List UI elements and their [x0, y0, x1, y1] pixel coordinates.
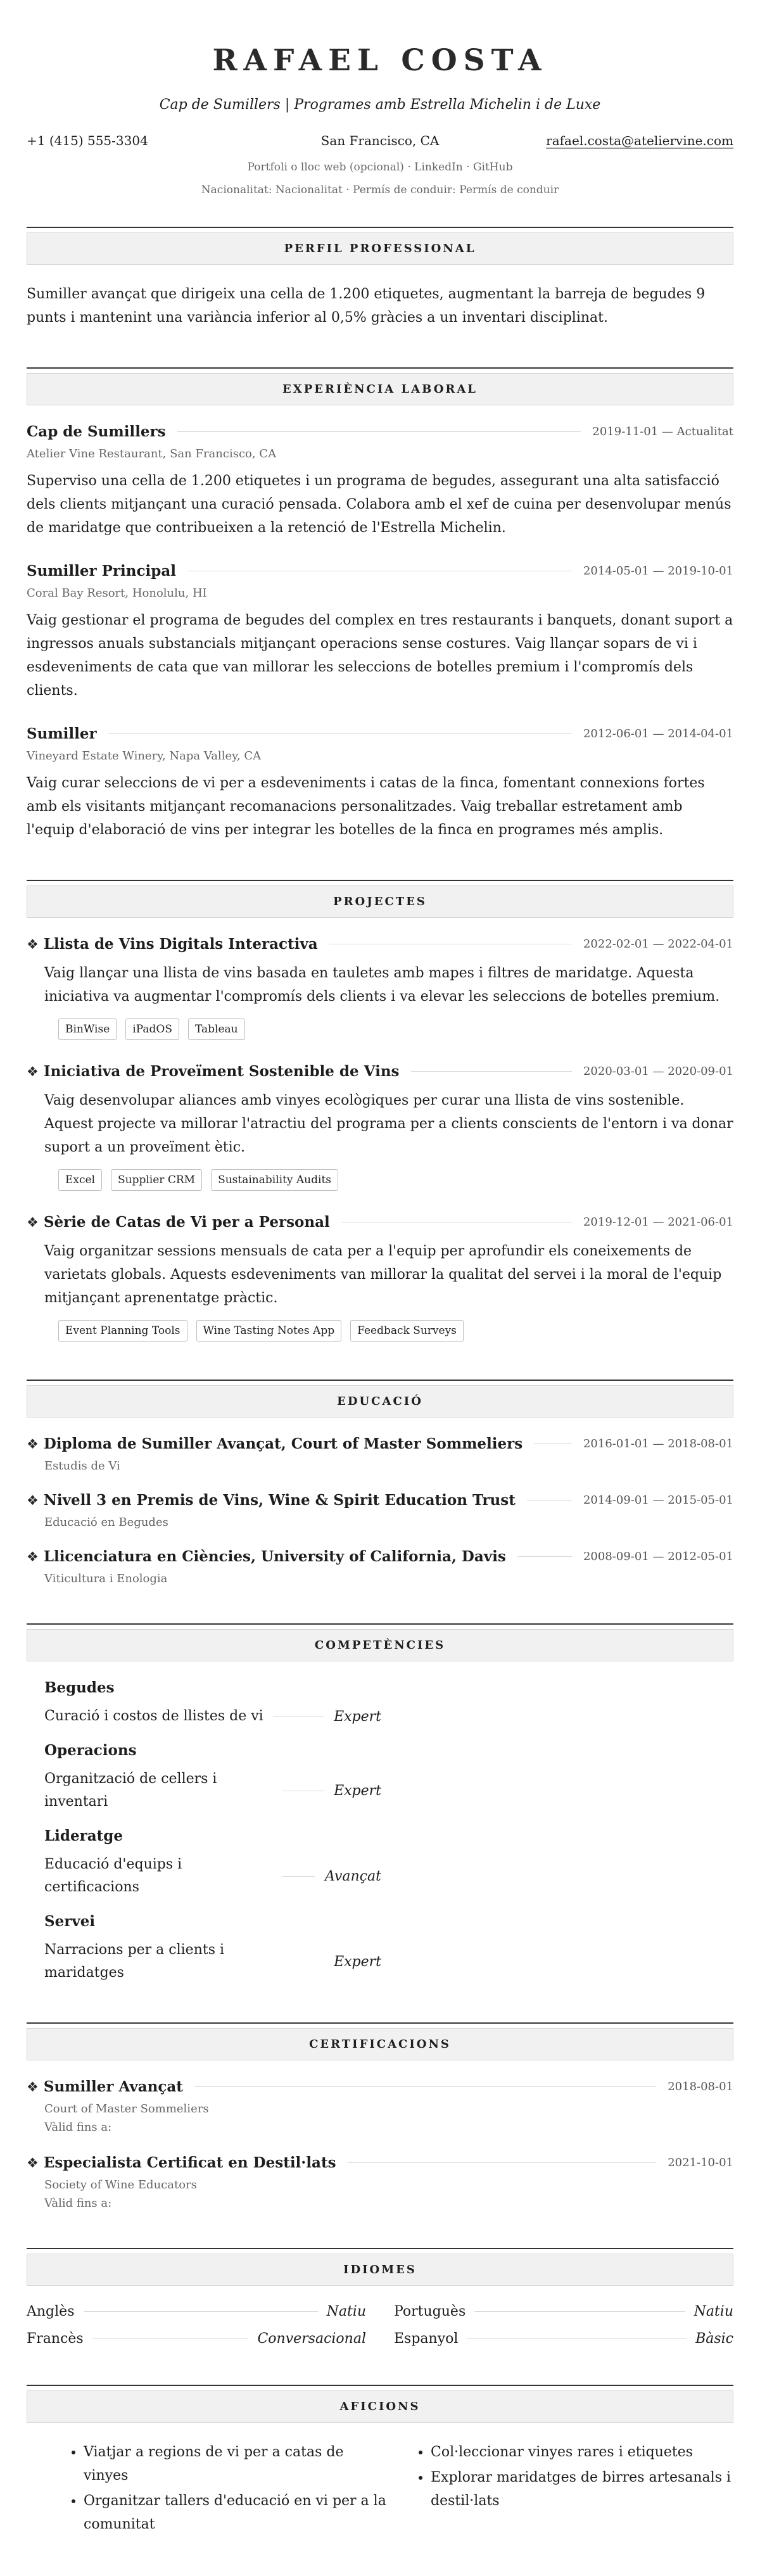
diamond-bullet-icon: ❖: [27, 1214, 39, 1230]
skill-group: [44, 1679, 381, 1728]
leader-line: [467, 2338, 687, 2339]
phone-number: +1 (415) 555-3304: [27, 133, 148, 148]
certification-entry: [27, 2154, 733, 2210]
section-heading: CERTIFICACIONS: [27, 2028, 733, 2060]
leader-line: [177, 431, 581, 432]
field-of-study: Viticultura i Enologia: [44, 1572, 168, 1585]
leader-line: [534, 1443, 572, 1444]
diamond-bullet-icon: ❖: [27, 2155, 39, 2171]
diamond-bullet-icon: ❖: [27, 936, 39, 952]
education-dates: 2014-09-01 — 2015-05-01: [583, 1494, 733, 1507]
project-entry: [27, 936, 733, 1040]
section-heading: COMPETÈNCIES: [27, 1629, 733, 1661]
diamond-bullet-icon: ❖: [27, 2079, 39, 2095]
degree-title: Diploma de Sumiller Avançat, Court of Master Sommeliers: [43, 1435, 523, 1452]
skill-level: Expert: [334, 1782, 381, 1799]
education-entry: [27, 1548, 733, 1585]
project-title: Sèrie de Catas de Vi per a Personal: [43, 1214, 330, 1231]
section-heading: IDIOMES: [27, 2254, 733, 2286]
section-divider: [27, 367, 733, 369]
language-name: Francès: [27, 2331, 84, 2347]
leader-line: [348, 2162, 657, 2163]
diamond-bullet-icon: ❖: [27, 1436, 39, 1452]
diamond-bullet-icon: ❖: [27, 1549, 39, 1564]
hobby-item: • Col·leccionar vinyes rares i etiquetes: [431, 2440, 733, 2464]
job-dates: 2019-11-01 — Actualitat: [592, 425, 733, 438]
certification-validity: Vàlid fins a:: [44, 2197, 112, 2210]
leader-line: [282, 1876, 315, 1877]
tech-tag: Event Planning Tools: [58, 1320, 187, 1342]
tech-tag: BinWise: [58, 1018, 117, 1040]
certification-issuer: Society of Wine Educators: [44, 2178, 197, 2192]
leader-line: [92, 2338, 249, 2339]
section-divider: [27, 2385, 733, 2386]
leader-line: [108, 733, 572, 734]
experience-entry: [27, 562, 733, 702]
section-divider: [27, 880, 733, 881]
certification-title: Sumiller Avançat: [43, 2078, 183, 2095]
education-section: [27, 1380, 733, 1585]
hobby-list: [65, 2440, 386, 2538]
tag-list: [27, 1320, 733, 1342]
tech-tag: Sustainability Audits: [211, 1169, 338, 1191]
project-dates: 2022-02-01 — 2022-04-01: [583, 937, 733, 951]
degree-title: Llicenciatura en Ciències, University of California, Davis: [43, 1548, 506, 1565]
project-description: Vaig desenvolupar aliances amb vinyes ecològiques per curar una llista de vins sostenible. Aquest projecte va millorar l'atractiu del programa per a clients conscients de l'entorn i va donar suport a un proveïment ètic.: [44, 1093, 733, 1155]
language-item: [394, 2304, 733, 2319]
job-title: Sumiller: [27, 725, 97, 742]
education-dates: 2008-09-01 — 2012-05-01: [583, 1550, 733, 1563]
tag-list: [27, 1018, 733, 1040]
diamond-bullet-icon: ❖: [27, 1063, 39, 1079]
skill-group: [44, 1827, 381, 1899]
leader-line: [474, 2311, 685, 2312]
education-dates: 2016-01-01 — 2018-08-01: [583, 1437, 733, 1450]
leader-line: [527, 1500, 572, 1501]
skill-level: Expert: [334, 1708, 381, 1725]
certification-entry: [27, 2078, 733, 2134]
section-heading: EXPERIÈNCIA LABORAL: [27, 373, 733, 405]
hobby-item: • Explorar maridatges de birres artesanals i destil·lats: [431, 2466, 733, 2513]
tech-tag: Supplier CRM: [111, 1169, 202, 1191]
skill-name: Narracions per a clients i maridatges: [44, 1942, 225, 1981]
job-description: Vaig gestionar el programa de begudes del complex en tres restaurants i banquets, donant suport a ingressos anuals substancials mitjançant operacions sense costures. Vaig llançar sopars de vi i esdeveniments de cata que van millorar les seleccions de botelles premium i l'compromís dels clients.: [27, 612, 733, 699]
project-entry: [27, 1214, 733, 1342]
skill-group: [44, 1742, 381, 1813]
skill-category: Servei: [44, 1913, 96, 1930]
hobby-item: • Viatjar a regions de vi per a catas de vinyes: [84, 2440, 386, 2487]
language-level: Natiu: [326, 2304, 366, 2319]
candidate-subtitle: Cap de Sumillers | Programes amb Estrella Michelin i de Luxe: [159, 97, 601, 113]
profile-section: [27, 227, 733, 329]
section-heading: EDUCACIÓ: [27, 1385, 733, 1418]
email-link[interactable]: rafael.costa@ateliervine.com: [546, 133, 733, 148]
experience-entry: [27, 725, 733, 842]
field-of-study: Educació en Begudes: [44, 1516, 168, 1529]
language-level: Conversacional: [257, 2331, 366, 2347]
language-name: Espanyol: [394, 2331, 459, 2347]
project-title: Llista de Vins Digitals Interactiva: [43, 936, 318, 953]
skill-name: Organització de cellers i inventari: [44, 1771, 217, 1810]
tech-tag: Wine Tasting Notes App: [196, 1320, 342, 1342]
section-divider: [27, 227, 733, 228]
tech-tag: Excel: [58, 1169, 102, 1191]
field-of-study: Estudis de Vi: [44, 1459, 120, 1473]
nationality-line: Nacionalitat: Nacionalitat · Permís de conduir: Permís de conduir: [201, 184, 559, 196]
location: San Francisco, CA: [320, 133, 440, 148]
language-level: Natiu: [694, 2304, 733, 2319]
project-dates: 2019-12-01 — 2021-06-01: [583, 1215, 733, 1229]
tech-tag: iPadOS: [125, 1018, 179, 1040]
tech-tag: Feedback Surveys: [350, 1320, 464, 1342]
tag-list: [27, 1169, 733, 1191]
degree-title: Nivell 3 en Premis de Vins, Wine & Spirit Education Trust: [43, 1492, 516, 1509]
project-description: Vaig organitzar sessions mensuals de cata per a l'equip per aprofundir els coneixements de varietats globals. Aquests esdeveniments van millorar la qualitat del servei i la moral de l'equip mitjançant aprenentatge pràctic.: [44, 1243, 722, 1306]
links-line: Portfoli o lloc web (opcional) · LinkedIn · GitHub: [247, 161, 513, 174]
resume-header: [27, 43, 733, 196]
skill-name: Curació i costos de llistes de vi: [44, 1708, 263, 1724]
job-dates: 2014-05-01 — 2019-10-01: [583, 564, 733, 578]
diamond-bullet-icon: ❖: [27, 1492, 39, 1508]
hobby-list: [412, 2440, 733, 2538]
project-title: Iniciativa de Proveïment Sostenible de Vins: [43, 1063, 400, 1080]
skill-group: [44, 1913, 381, 1984]
employer: Vineyard Estate Winery, Napa Valley, CA: [27, 749, 262, 763]
language-level: Bàsic: [695, 2331, 733, 2347]
skills-section: [27, 1623, 733, 1984]
skill-category: Lideratge: [44, 1827, 123, 1844]
certification-title: Especialista Certificat en Destil·lats: [43, 2154, 336, 2171]
education-entry: [27, 1435, 733, 1473]
certifications-section: [27, 2022, 733, 2210]
skill-name: Educació d'equips i certificacions: [44, 1856, 182, 1895]
language-item: [27, 2331, 366, 2347]
employer: Atelier Vine Restaurant, San Francisco, CA: [27, 447, 277, 460]
skill-category: Operacions: [44, 1742, 137, 1759]
language-name: Anglès: [27, 2304, 75, 2319]
job-title: Cap de Sumillers: [27, 423, 166, 440]
section-divider: [27, 2022, 733, 2024]
employer: Coral Bay Resort, Honolulu, HI: [27, 587, 207, 600]
leader-line: [194, 2086, 656, 2087]
education-entry: [27, 1492, 733, 1529]
language-item: [27, 2304, 366, 2319]
tech-tag: Tableau: [188, 1018, 245, 1040]
job-description: Vaig curar seleccions de vi per a esdeveniments i catas de la finca, fomentant connexions fortes amb els visitants mitjançant recomanacions personalitzades. Vaig treballar estretament amb l'equip d'elaboració de vins per integrar les botelles de la finca en programes més amplis.: [27, 775, 705, 838]
job-description: Superviso una cella de 1.200 etiquetes i un programa de begudes, assegurant una alta satisfacció dels clients mitjançant una curació pensada. Colabora amb el xef de cuina per desenvolupar menús de maridatge que contribueixen a la retenció de l'Estrella Michelin.: [27, 473, 732, 536]
experience-entry: [27, 423, 733, 540]
project-description: Vaig llançar una llista de vins basada en tauletes amb mapes i filtres de maridatge. Aquesta iniciativa va augmentar l'compromís dels clients i va elevar les seleccions de botelles premium.: [44, 965, 720, 1005]
section-divider: [27, 2248, 733, 2249]
candidate-name: RAFAEL COSTA: [212, 43, 548, 78]
certification-issuer: Court of Master Sommeliers: [44, 2102, 209, 2116]
job-title: Sumiller Principal: [27, 562, 176, 580]
project-dates: 2020-03-01 — 2020-09-01: [583, 1065, 733, 1078]
leader-line: [274, 1716, 324, 1717]
certification-date: 2021-10-01: [668, 2156, 733, 2169]
leader-line: [84, 2311, 318, 2312]
section-heading: PROJECTES: [27, 885, 733, 918]
section-divider: [27, 1380, 733, 1381]
section-divider: [27, 1623, 733, 1625]
section-heading: PERFIL PROFESSIONAL: [27, 232, 733, 265]
hobby-item: • Organitzar tallers d'educació en vi per a la comunitat: [84, 2489, 386, 2536]
leader-line: [411, 1071, 572, 1072]
leader-line: [517, 1556, 572, 1557]
experience-section: [27, 367, 733, 842]
projects-section: [27, 880, 733, 1342]
languages-section: [27, 2248, 733, 2347]
certification-validity: Vàlid fins a:: [44, 2121, 112, 2134]
profile-summary: Sumiller avançat que dirigeix una cella de 1.200 etiquetes, augmentant la barreja de begudes 9 punts i mantenint una variància inferior al 0,5% gràcies a un inventari disciplinat.: [27, 286, 706, 326]
contact-row: [27, 133, 733, 148]
skill-level: Expert: [334, 1953, 381, 1970]
certification-date: 2018-08-01: [668, 2080, 733, 2093]
section-heading: AFICIONS: [27, 2390, 733, 2423]
job-dates: 2012-06-01 — 2014-04-01: [583, 727, 733, 740]
skill-category: Begudes: [44, 1679, 115, 1696]
language-name: Portuguès: [394, 2304, 466, 2319]
hobbies-section: [27, 2385, 733, 2538]
skill-level: Avançat: [325, 1868, 381, 1884]
language-item: [394, 2331, 733, 2347]
project-entry: [27, 1063, 733, 1191]
